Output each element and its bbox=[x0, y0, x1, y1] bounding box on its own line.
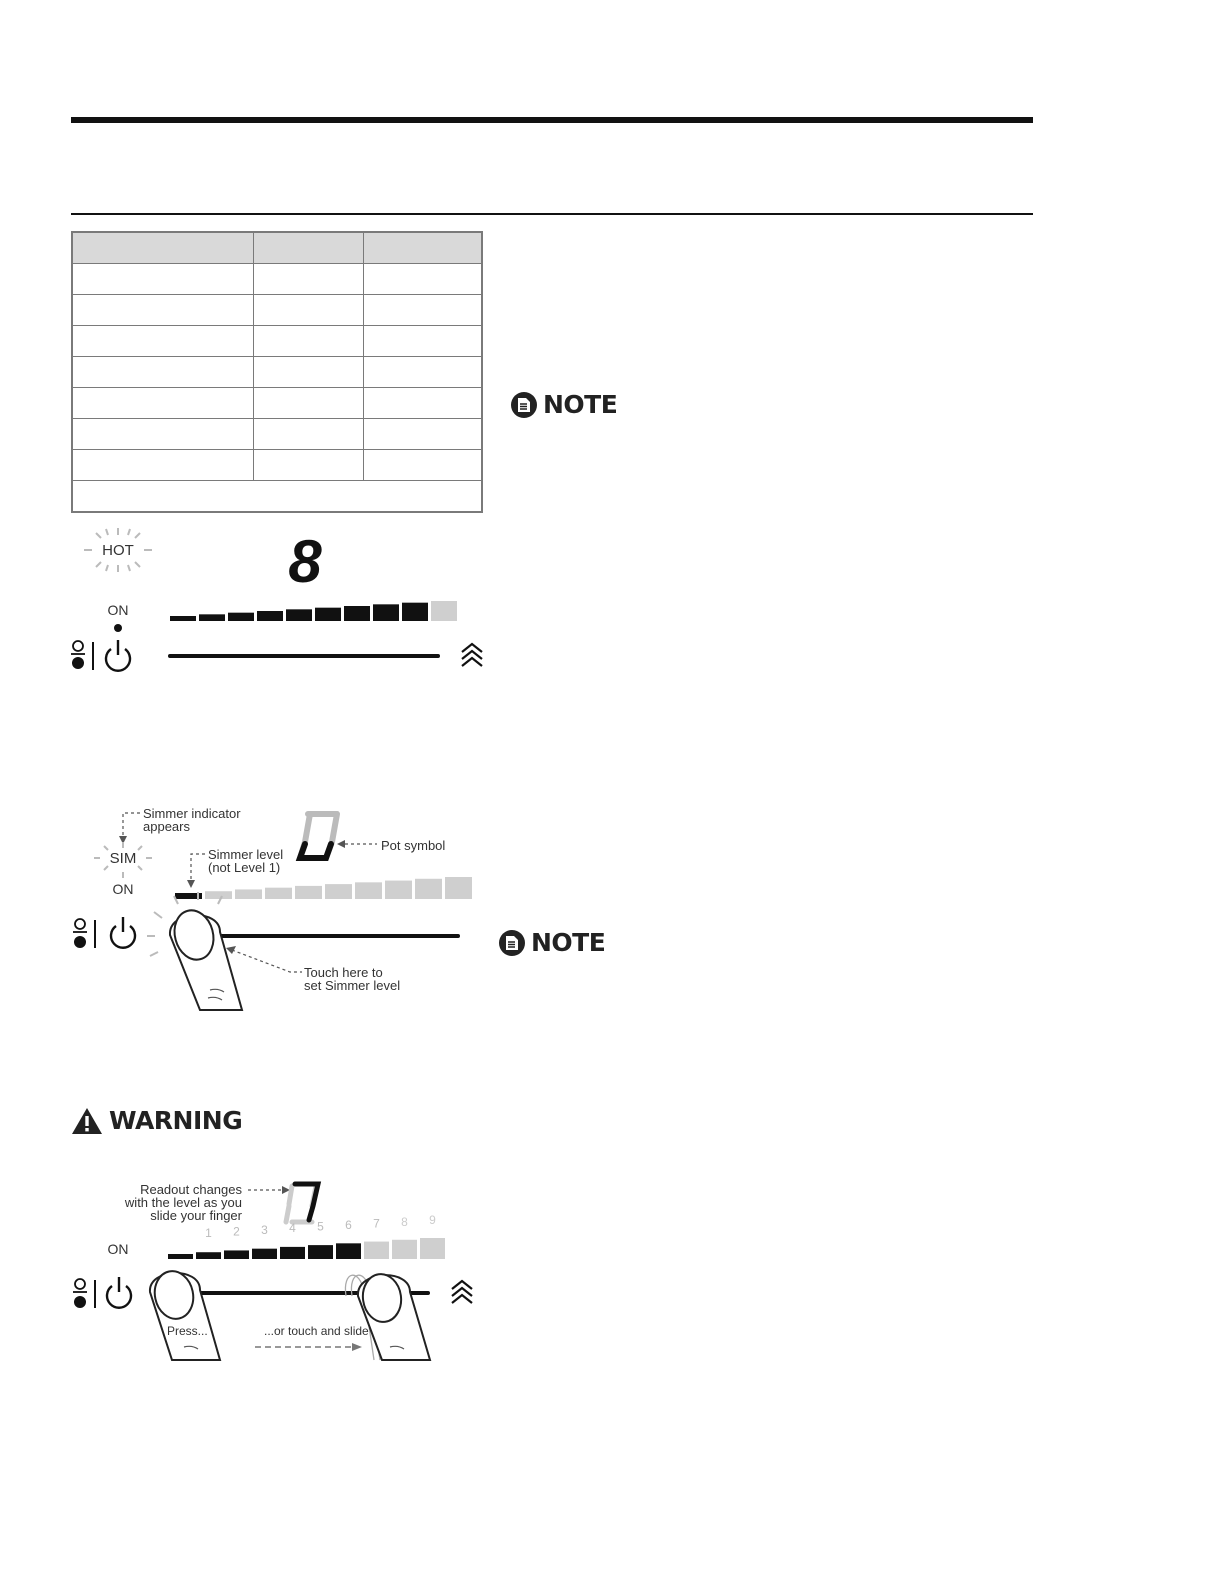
level-bar-segment bbox=[402, 603, 428, 621]
pot-symbol-readout bbox=[300, 814, 337, 858]
level-bar-segment bbox=[385, 881, 412, 899]
level-bar-segment bbox=[235, 889, 262, 899]
table-cell bbox=[72, 357, 254, 388]
level-bar-segment bbox=[265, 888, 292, 899]
table-header-cell bbox=[254, 232, 364, 264]
table-row bbox=[72, 388, 482, 419]
simmer-indicator-callout-line1: Simmer indicator bbox=[143, 806, 241, 821]
warning-heading bbox=[71, 1106, 242, 1135]
table-row bbox=[72, 419, 482, 450]
level-readout-seven bbox=[286, 1184, 318, 1222]
level-bar-segment bbox=[199, 614, 225, 621]
level-number: 3 bbox=[261, 1222, 268, 1237]
table-cell bbox=[254, 295, 364, 326]
table-header-row bbox=[72, 232, 482, 264]
level-number: 4 bbox=[289, 1221, 296, 1236]
table-cell bbox=[254, 326, 364, 357]
on-label: ON bbox=[112, 881, 134, 897]
table-cell bbox=[364, 450, 483, 481]
table-row bbox=[72, 295, 482, 326]
note-icon bbox=[511, 392, 537, 418]
level-bar-segment bbox=[420, 1238, 445, 1259]
level-bar-segment bbox=[295, 886, 322, 899]
note-heading bbox=[499, 928, 605, 957]
on-label: ON bbox=[107, 1241, 129, 1257]
note-label: NOTE bbox=[531, 928, 606, 957]
level-bar-segment bbox=[315, 608, 341, 621]
table-cell bbox=[72, 326, 254, 357]
level-bar-segment bbox=[257, 611, 283, 621]
note-label: NOTE bbox=[543, 390, 618, 419]
slide-label: ...or touch and slide bbox=[264, 1324, 369, 1338]
boost-icon bbox=[452, 1281, 472, 1303]
table-cell bbox=[254, 264, 364, 295]
readout-callout-line2: with the level as you bbox=[124, 1195, 242, 1210]
table-header-cell bbox=[72, 232, 254, 264]
table-cell bbox=[254, 419, 364, 450]
table-cell bbox=[364, 388, 483, 419]
level-bar-segment bbox=[415, 879, 442, 899]
top-rule bbox=[71, 117, 1033, 123]
table-row bbox=[72, 450, 482, 481]
table-row bbox=[72, 326, 482, 357]
table-cell bbox=[72, 264, 254, 295]
table-row bbox=[72, 264, 482, 295]
level-bar-segment bbox=[336, 1243, 361, 1259]
table-cell bbox=[72, 388, 254, 419]
touch-callout-line1: Touch here to bbox=[304, 965, 383, 980]
level-bar-segment bbox=[431, 601, 457, 621]
finger-icon bbox=[169, 906, 242, 1010]
level-number: 8 bbox=[401, 1214, 408, 1229]
level-bar-segment bbox=[170, 616, 196, 621]
level-bar-segment bbox=[196, 1252, 221, 1259]
readout-callout-line3: slide your finger bbox=[150, 1208, 242, 1223]
pot-symbol-callout: Pot symbol bbox=[381, 838, 446, 853]
power-level-table bbox=[71, 231, 483, 513]
level-bar-segment bbox=[373, 604, 399, 621]
on-indicator-dot bbox=[114, 624, 122, 632]
level-bar-segment bbox=[308, 1245, 333, 1259]
cooktop-control-figure-simmer bbox=[60, 800, 490, 1015]
section-rule bbox=[71, 213, 1033, 215]
on-label: ON bbox=[107, 602, 129, 618]
power-key-icon bbox=[71, 640, 130, 671]
level-bar-segment bbox=[364, 1242, 389, 1259]
table-row bbox=[72, 357, 482, 388]
table-footer-row bbox=[72, 481, 482, 513]
power-key-icon bbox=[73, 917, 135, 948]
table-cell bbox=[72, 295, 254, 326]
table-cell bbox=[72, 419, 254, 450]
table-cell bbox=[364, 295, 483, 326]
level-readout: 8 bbox=[288, 528, 322, 595]
level-number: 2 bbox=[233, 1224, 240, 1239]
level-bar-segment bbox=[325, 884, 352, 899]
level-bar-segment bbox=[445, 877, 472, 899]
level-number: 1 bbox=[205, 1226, 212, 1240]
table-cell bbox=[364, 264, 483, 295]
simmer-indicator-callout-line2: appears bbox=[143, 819, 190, 834]
hot-label: HOT bbox=[102, 542, 134, 559]
level-bar-segment bbox=[168, 1254, 193, 1259]
finger-icon bbox=[150, 1268, 220, 1360]
level-bar-graph bbox=[170, 601, 457, 621]
level-bar-segment bbox=[344, 606, 370, 621]
simmer-level-callout-line1: Simmer level bbox=[208, 847, 284, 862]
level-bar-segment bbox=[392, 1240, 417, 1259]
table-cell bbox=[72, 450, 254, 481]
level-bar-segment bbox=[252, 1249, 277, 1259]
table-cell bbox=[254, 450, 364, 481]
level-bar-segment bbox=[280, 1247, 305, 1259]
table-cell bbox=[254, 357, 364, 388]
warning-label: WARNING bbox=[109, 1106, 243, 1135]
sim-label: SIM bbox=[109, 850, 137, 867]
note-icon bbox=[499, 930, 525, 956]
level-number: 5 bbox=[317, 1219, 324, 1234]
note-heading bbox=[511, 390, 617, 419]
table-cell bbox=[364, 326, 483, 357]
table-cell bbox=[364, 357, 483, 388]
cooktop-control-figure-slide bbox=[60, 1172, 490, 1364]
readout-callout-line1: Readout changes bbox=[140, 1182, 242, 1197]
touch-callout-line2: set Simmer level bbox=[304, 978, 401, 993]
power-key-icon bbox=[73, 1277, 131, 1308]
warning-triangle-icon bbox=[71, 1107, 103, 1135]
level-bar-segment bbox=[224, 1250, 249, 1259]
boost-icon bbox=[462, 644, 482, 666]
table-cell bbox=[254, 388, 364, 419]
table-cell bbox=[364, 419, 483, 450]
simmer-level-callout-line2: (not Level 1) bbox=[208, 860, 281, 875]
level-bar-segment bbox=[228, 613, 254, 621]
level-bar-graph bbox=[168, 1238, 445, 1259]
press-label: Press... bbox=[167, 1324, 208, 1338]
cooktop-control-figure-hot bbox=[60, 520, 500, 685]
level-bar-segment bbox=[286, 609, 312, 621]
level-bar-graph bbox=[175, 877, 472, 899]
level-bar-segment bbox=[355, 882, 382, 899]
level-number: 7 bbox=[373, 1216, 380, 1231]
level-bar-segment bbox=[205, 891, 232, 899]
table-header-cell bbox=[364, 232, 483, 264]
table-footer-cell bbox=[72, 481, 482, 513]
level-number: 6 bbox=[345, 1218, 352, 1232]
level-number: 9 bbox=[429, 1213, 436, 1228]
